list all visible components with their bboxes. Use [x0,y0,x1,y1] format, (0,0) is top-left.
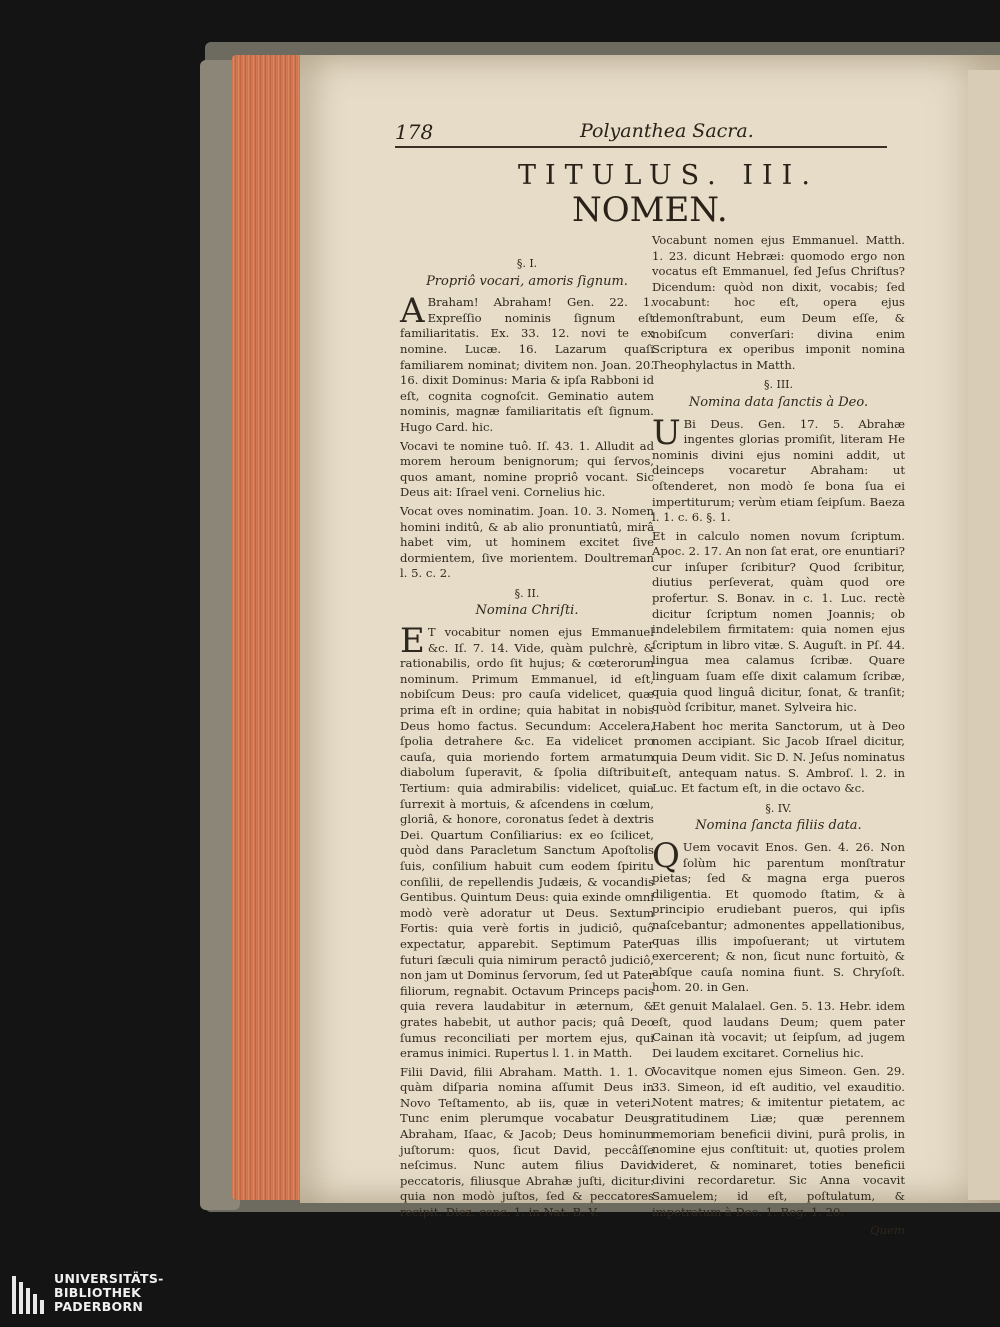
left-text-column [400,252,654,1224]
section-title: Nomina Chriſti. [475,603,579,619]
facing-page-edge [968,70,1000,1200]
logo-line-3: PADERBORN [54,1299,144,1314]
section-title: Nomina data ſanctis à Deo. [688,394,869,410]
drop-capital: Q [652,835,680,876]
section-title: Propriô vocari, amoris ſignum. [426,273,628,289]
paragraph: Et genuit Malalael. Gen. 5. 13. Hebr. idem eſt, quod laudans Deum; quem pater Cainan ità vocavit; ut ſeipſum, ad jugem Dei laudem excitaret. Cornelius hic. [652,998,905,1060]
paragraph-text: Uem vocavit Enos. Gen. 4. 26. Non ſolùm hic parentum monſtratur pietas; ſed & magna erga pueros diligentia. Et quomodo ſtatim, & à principio erudiebant pueros, qui ipſis naſcebantur; admonentes appellationibus, quas illis impoſuerant; ut virtutem exercerent; & non, ſicut nunc fortuitò, & abſque cauſa nomina fiunt. S. Chryſoſt. hom. 20. in Gen. [652,839,905,995]
drop-capital: E [400,621,425,662]
header-rule [395,146,887,148]
paragraph-text: Bi Deus. Gen. 17. 5. Abrahæ ingentes glorias promiſit, literam He nominis divini ejus nomini addit, ut deinceps vocaretur Abraham: ut oſtenderet, non modò ſe bona ſua ei impertiturum; verùm etiam ſeipſum. Baeza l. 1. c. 6. §. 1. [652,416,905,525]
section-number: §. IV. [765,801,792,815]
paragraph [400,621,654,1062]
titulus-heading: TITULUS. III. [518,160,819,191]
drop-capital: A [400,291,425,332]
paragraph [400,291,654,435]
catchword: Quem [870,1223,905,1238]
drop-capital: U [652,412,681,453]
page-header [395,120,885,148]
section-number: §. II. [514,586,540,600]
library-logo [12,1272,242,1322]
library-logo-icon [12,1276,46,1314]
paragraph [652,412,905,526]
library-logo-text [54,1272,164,1314]
section-title: Nomina ſancta filiis data. [695,818,862,834]
section-number: §. III. [763,378,794,392]
page-number: 178 [395,120,434,144]
paragraph: Vocabunt nomen ejus Emmanuel. Matth. 1. 23. dicunt Hebræi: quomodo ergo non vocatus eſt Emmanuel, ſed Jeſus Chriſtus? Dicendum: quòd non dixit, vocabis; ſed vocabunt: hoc eſt, opera ejus demonſtrabunt, eum Deum eſſe, & nobiſcum converſari: divina enim Scriptura ex operibus imponit nomina Theophylactus in Matth. [652,233,905,372]
paragraph-text: Braham! Abraham! Gen. 22. 1. Expreſſio nominis ſignum eſt familiaritatis. Ex. 33. 12. novi te ex nomine. Lucæ. 16. Lazarum quaſi familiarem nominat; divitem non. Joan. 20. 16. dixit Dominus: Maria & ipſa Rabboni id eſt, cognita cognoſcit. Geminatio autem nominis, magnæ familiaritatis eſt ſignum. Hugo Card. hic. [400,295,654,434]
paragraph: Habent hoc merita Sanctorum, ut à Deo nomen accipiant. Sic Jacob Iſrael dicitur, quia Deum vidit. Sic D. N. Jeſus nominatus eſt, antequam natus. S. Ambroſ. l. 2. in Luc. Et factum eſt, in die octavo &c. [652,718,905,796]
section-number: §. I. [516,257,538,270]
paragraph: Vocavi te nomine tuô. Iſ. 43. 1. Alludit ad morem heroum benignorum; qui ſervos, quos amant, nomine propriô vocant. Sic Deus ait: Iſrael veni. Cornelius hic. [400,438,654,500]
paragraph [652,835,905,996]
paragraph-text: T vocabitur nomen ejus Emmanuel &c. Iſ. 7. 14. Vide, quàm pulchrè, & rationabilis, ordo ſit hujus; & cœterorum nominum. Primum Emmanuel, id eſt, nobiſcum Deus: pro cauſa videlicet, quæ prima eſt in ordine; quia habitat in nobis Deus homo factus. Secundum: Accelera, ſpolia detrahere &c. Ea videlicet pro cauſa, quia moriendo fortem armatum diabolum ſuperavit, & ſpolia diſtribuit. Tertium: quia admirabilis: videlicet, quia ſurrexit à mortuis, & aſcendens in cœlum, gloriâ, & honore, coronatus ſedet à dextris Dei. Quartum Conſiliarius: ex eo ſcilicet, quòd dans Paracletum Sanctum Apoſtolis ſuis, conſilium habuit cum eodem ſpiritu conſilii, de repellendis Judæis, & vocandis Gentibus. Quintum Deus: quia exinde omni modò verè adoratur ut Deus. Sextum Fortis: quia verè fortis in judiciô, quô expectatur, apparebit. Septimum Pater futuri ſæculi quia nimirum peractô judiciô, non jam ut Dominus ſervorum, ſed ut Pater filiorum, regnabit. Octavum Princeps pacis quia revera laudabitur in æternum, & grates habebit, ut author pacis; quâ Deo ſumus reconciliati per mortem ejus, qui eramus inimici. Rupertus l. 1. in Matth. [400,625,654,1061]
nomen-heading: NOMEN. [572,190,728,230]
paragraph: Vocavitque nomen ejus Simeon. Gen. 29. 33. Simeon, id eſt auditio, vel exauditio. Notent matres; & imitentur pietatem, ac gratitudinem Liæ; quæ perennem memoriam beneficii divini, purâ prolis, in nomine ejus conſtituit: ut, quoties prolem videret, & nominaret, toties beneficii divini recordaretur. Sic Anna vocavit Samuelem; id eſt, poſtulatum, & impetratum à Deo. 1. Reg. 1. 20. [652,1064,905,1219]
right-text-column [652,233,905,1239]
paragraph: Et in calculo nomen novum ſcriptum. Apoc. 2. 17. An non ſat erat, ore enuntiari? cur inſuper ſcribitur? Quod ſcribitur, diutius perſeverat, quàm quod ore profertur. S. Bonav. in c. 1. Luc. rectè dicitur ſcriptum nomen Joannis; ob indelebilem firmitatem: quia nomen ejus ſcriptum in libro vitæ. S. Auguſt. in Pſ. 44. lingua mea calamus ſcribæ. Quare linguam ſuam eſſe dixit calamum ſcribæ, quia quod linguâ dicitur, ſonat, & tranſit; quòd ſcribitur, manet. Sylveira hic. [652,528,905,715]
paragraph: Filii David, filii Abraham. Matth. 1. 1. O quàm diſparia nomina aſſumit Deus in Novo Teſtamento, ab iis, quæ in veteri. Tunc enim plerumque vocabatur Deus Abraham, Iſaac, & Jacob; Deus hominum juſtorum: quos, ſicut David, peccâſſe neſcimus. Nunc autem filius David peccatoris, filiusque Abrahæ juſti, dicitur: quia non modò juſtos, ſed & peccatores recipit. Diez. conc. 1. in Nat. B. V. [400,1064,654,1220]
logo-line-2: BIBLIOTHEK [54,1285,142,1300]
running-head: Polyanthea Sacra. [580,120,754,142]
logo-line-1: UNIVERSITÄTS- [54,1271,164,1286]
paragraph: Vocat oves nominatim. Joan. 10. 3. Nomen homini inditû, & ab alio pronuntiatû, mirâ habet vim, ut hominem excitet ſive dormientem, ſive morientem. Doultreman l. 5. c. 2. [400,503,654,581]
